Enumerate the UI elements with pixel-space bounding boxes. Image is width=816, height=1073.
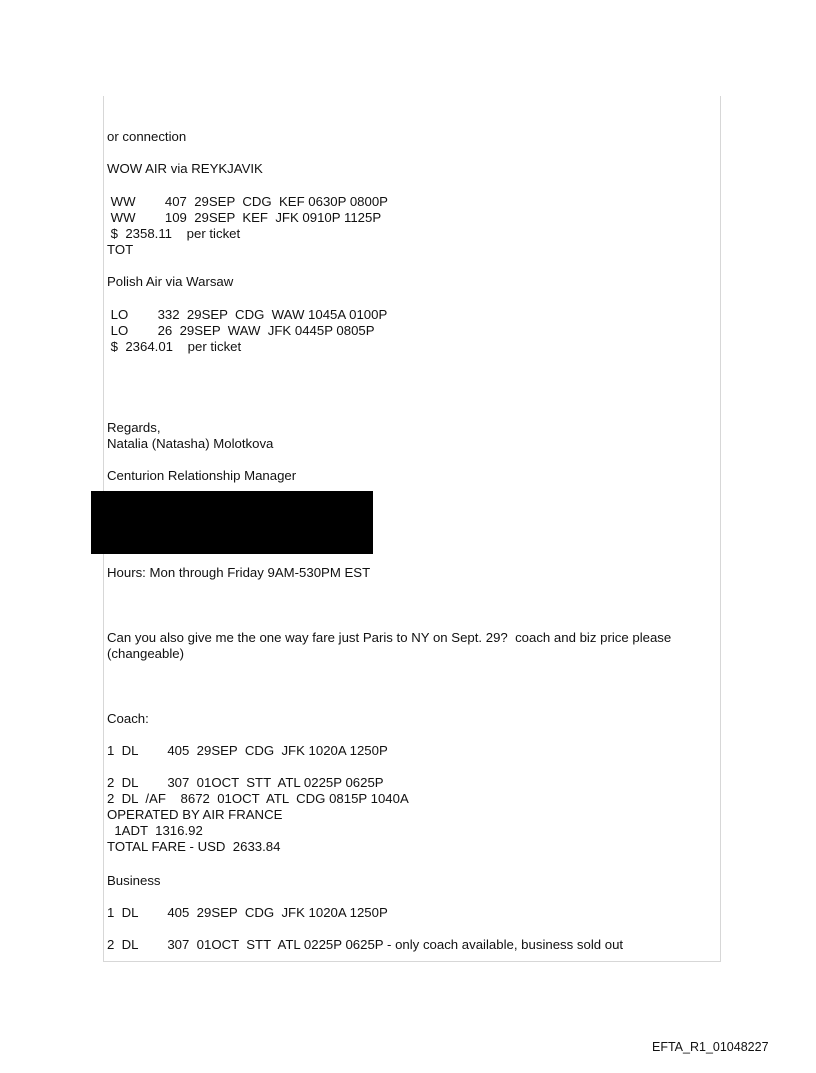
coach-flight-1: 1 DL 405 29SEP CDG JFK 1020A 1250P (107, 743, 388, 758)
hours: Hours: Mon through Friday 9AM-530PM EST (107, 565, 371, 580)
lo-flight-1: LO 332 29SEP CDG WAW 1045A 0100P (107, 307, 388, 322)
coach-header: Coach: (107, 711, 149, 726)
coach-operated-by: OPERATED BY AIR FRANCE (107, 807, 283, 822)
wow-flight-2: WW 109 29SEP KEF JFK 0910P 1125P (107, 210, 382, 225)
regards: Regards, (107, 420, 161, 435)
lo-price: $ 2364.01 per ticket (107, 339, 242, 354)
wow-price: $ 2358.11 per ticket (107, 226, 241, 241)
signature-title: Centurion Relationship Manager (107, 468, 297, 483)
wow-header: WOW AIR via REYKJAVIK (107, 161, 263, 176)
coach-flight-3: 2 DL /AF 8672 01OCT ATL CDG 0815P 1040A (107, 791, 409, 806)
coach-total-fare: TOTAL FARE - USD 2633.84 (107, 839, 281, 854)
question-line-1: Can you also give me the one way fare just Paris to NY on Sept. 29? coach and biz price please (107, 630, 672, 645)
polish-header: Polish Air via Warsaw (107, 274, 234, 289)
coach-adt-fare: 1ADT 1316.92 (107, 823, 203, 838)
coach-flight-2: 2 DL 307 01OCT STT ATL 0225P 0625P (107, 775, 384, 790)
business-flight-2: 2 DL 307 01OCT STT ATL 0225P 0625P - only coach available, business sold out (107, 937, 624, 952)
wow-flight-1: WW 407 29SEP CDG KEF 0630P 0800P (107, 194, 388, 209)
lo-flight-2: LO 26 29SEP WAW JFK 0445P 0805P (107, 323, 375, 338)
redaction-block (91, 491, 373, 554)
question-line-2: (changeable) (107, 646, 184, 661)
signature-name: Natalia (Natasha) Molotkova (107, 436, 274, 451)
business-flight-1: 1 DL 405 29SEP CDG JFK 1020A 1250P (107, 905, 388, 920)
tot-label: TOT (107, 242, 134, 257)
business-header: Business (107, 873, 161, 888)
bates-number: EFTA_R1_01048227 (652, 1040, 769, 1054)
connection-intro: or connection (107, 129, 187, 144)
